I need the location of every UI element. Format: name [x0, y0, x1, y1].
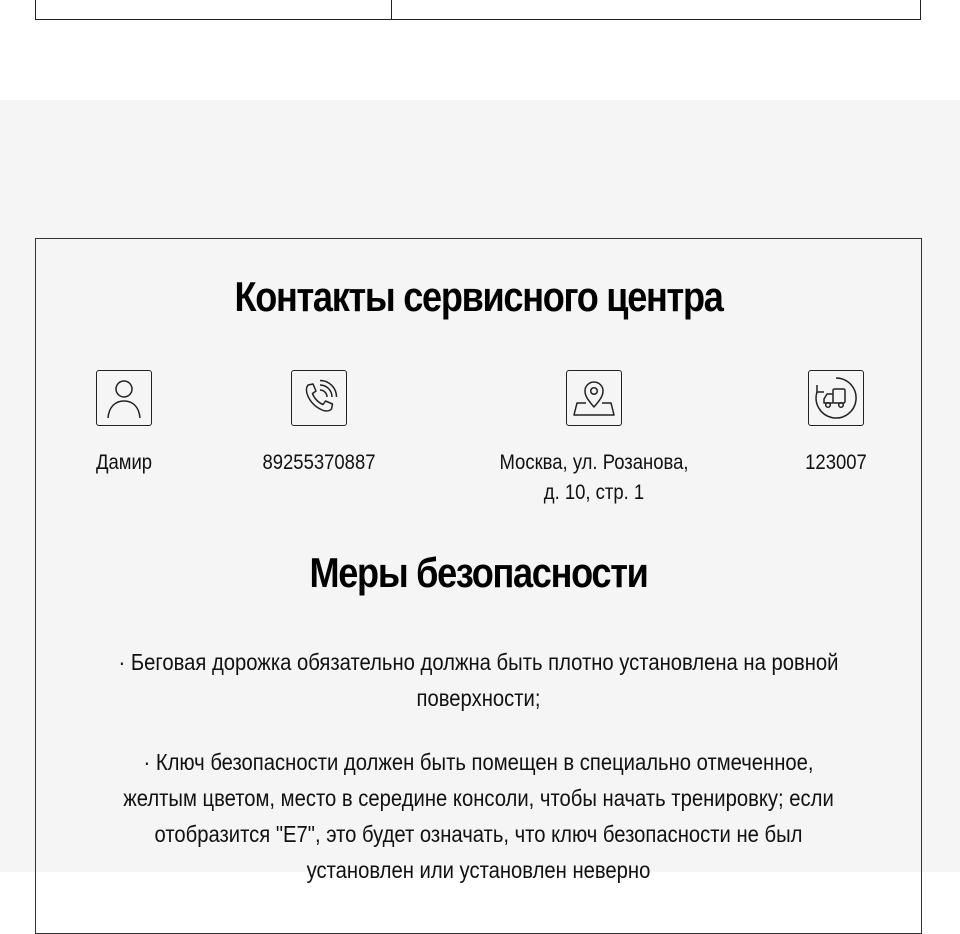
address-line: Москва, ул. Розанова, [499, 451, 689, 474]
contacts-title: Контакты сервисного центра [234, 273, 723, 320]
contact-address [474, 370, 714, 508]
address-line: д. 10, стр. 1 [543, 481, 645, 504]
map-pin-icon [566, 370, 622, 426]
contact-address-label [488, 448, 699, 508]
safety-rule: · Беговая дорожка обязательно должна быть плотно установлена на ровной поверхности; [118, 649, 839, 711]
phone-icon [291, 370, 347, 426]
person-icon [96, 370, 152, 426]
delivery-truck-icon [808, 370, 864, 426]
contact-phone-label: 89255370887 [262, 451, 376, 474]
info-panel [35, 238, 922, 934]
table-bottom-edge [35, 0, 921, 20]
safety-rule: · Ключ безопасности должен быть помещен в специально отмеченное, желтым цветом, место в середине консоли, чтобы начать тренировку; если отобразится "E7", это будет означать, что ключ безопасности не был установлен или установлен неверно [123, 749, 834, 883]
table-column-divider [391, 0, 392, 19]
contact-zip-label: 123007 [805, 451, 867, 474]
contact-phone [199, 370, 439, 478]
contact-zip [716, 370, 956, 478]
contact-name-label: Дамир [95, 451, 153, 474]
info-section [0, 100, 960, 883]
safety-title: Меры безопасности [309, 549, 648, 596]
